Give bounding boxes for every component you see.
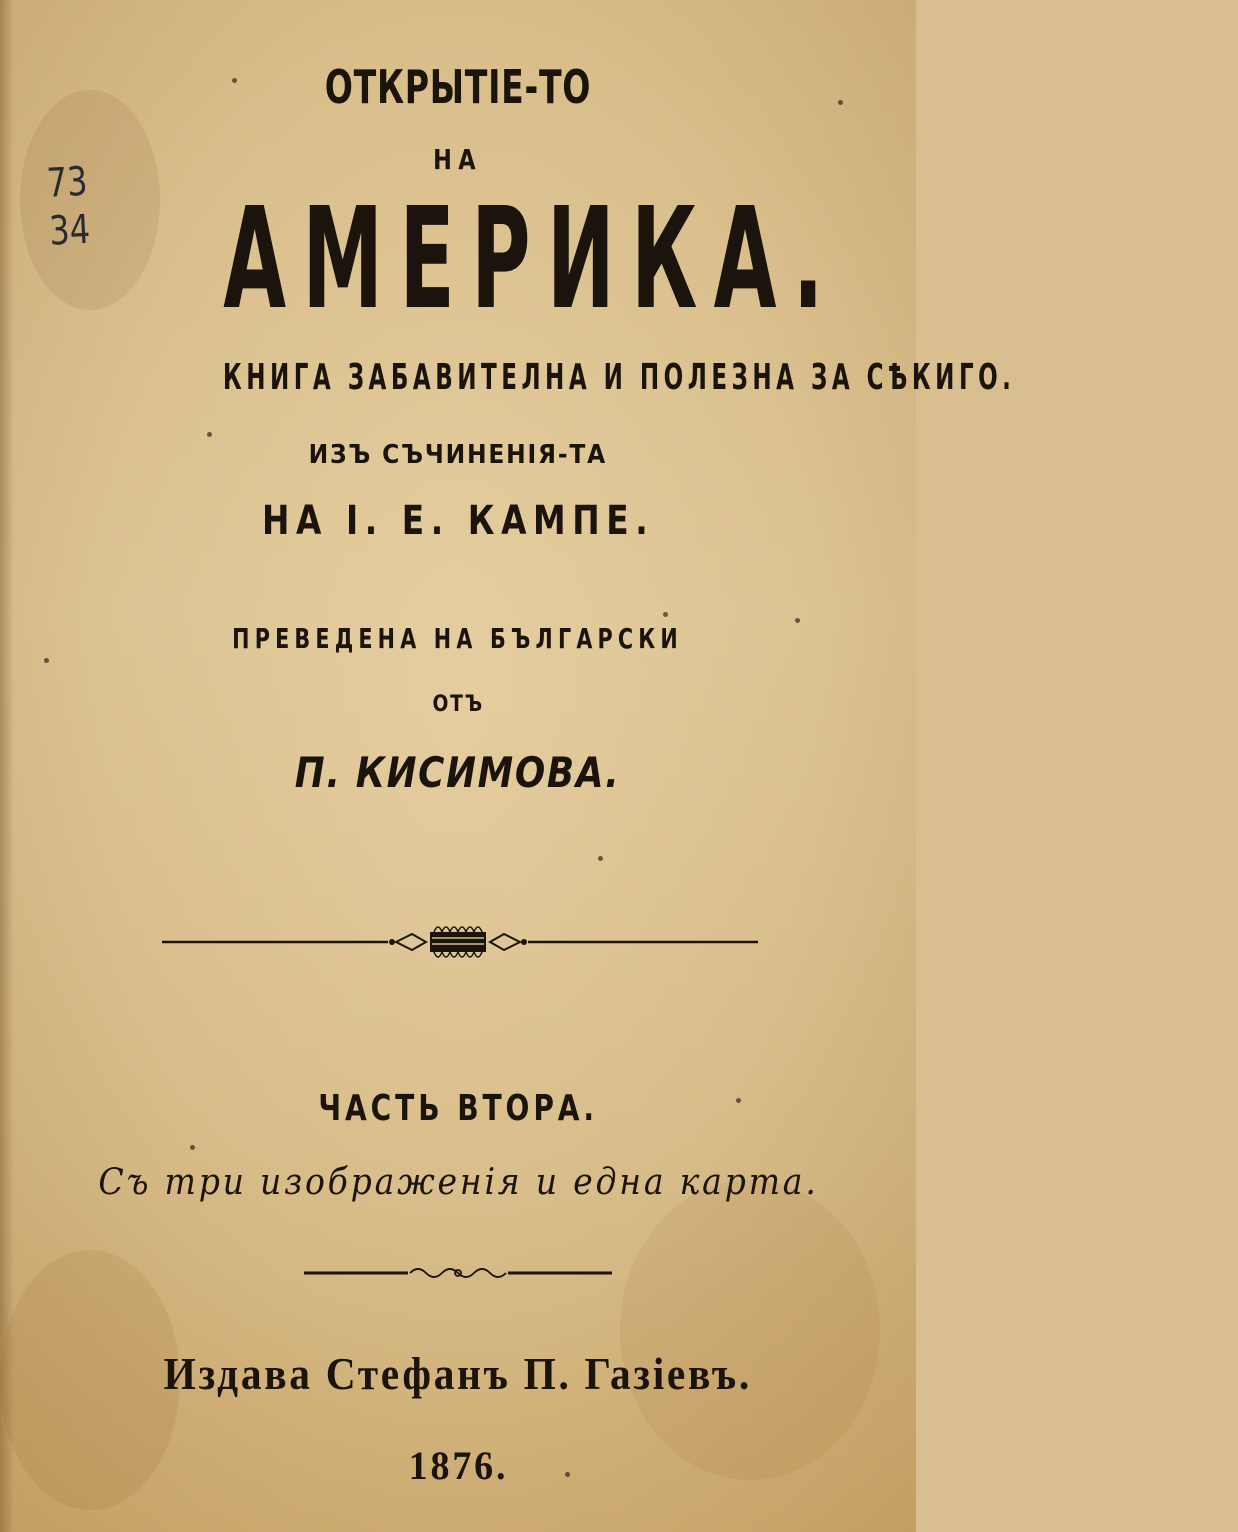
part-title-text: ЧАСТЬ ВТОРА.	[318, 1088, 598, 1129]
paper-speck	[207, 432, 212, 437]
shelfmark-line-1: 73	[45, 158, 89, 207]
translation-from-text: ОТЪ	[432, 692, 484, 717]
title-line-2	[0, 143, 916, 176]
translator-name	[0, 748, 916, 797]
illustrations-note-text: Съ три изображенія и една карта.	[97, 1162, 819, 1203]
translation-label-text: ПРЕВЕДЕНА НА БЪЛГАРСКИ	[232, 622, 684, 655]
author-prefix	[0, 440, 916, 470]
publication-year	[0, 1442, 916, 1489]
illustrations-note	[0, 1162, 916, 1203]
small-divider-icon	[302, 1258, 614, 1288]
subtitle-text: КНИГА ЗАБАВИТЕЛНА И ПОЛЕЗНА ЗА СѢКИГО.	[222, 357, 1016, 398]
paper-speck	[190, 1145, 195, 1150]
paper-stain	[620, 1180, 880, 1480]
part-title	[0, 1088, 916, 1129]
title-line-1	[0, 60, 916, 114]
translation-label	[0, 622, 916, 655]
ornamental-divider-icon	[160, 918, 760, 968]
publisher	[0, 1347, 916, 1400]
author-name	[0, 498, 916, 544]
subtitle	[0, 357, 1016, 398]
author-prefix-text: ИЗЪ СЪЧИНЕНІЯ-ТА	[308, 440, 608, 470]
title-discovery: ОТКРЫТІЕ-ТО	[324, 60, 592, 114]
author-name-text: НА І. Е. КАМПЕ.	[261, 498, 655, 544]
paper-speck	[598, 856, 603, 861]
title-america: АМЕРИКА.	[223, 178, 840, 341]
shelfmark-line-2: 34	[48, 206, 92, 255]
publisher-text: Издава Стефанъ П. Газіевъ.	[163, 1348, 753, 1399]
translator-name-text: П. КИСИМОВА.	[295, 748, 621, 797]
paper-speck	[663, 612, 668, 617]
publication-year-text: 1876.	[408, 1443, 508, 1488]
translation-from	[0, 692, 916, 717]
title-preposition: НА	[433, 143, 483, 176]
paper-speck	[44, 658, 49, 663]
